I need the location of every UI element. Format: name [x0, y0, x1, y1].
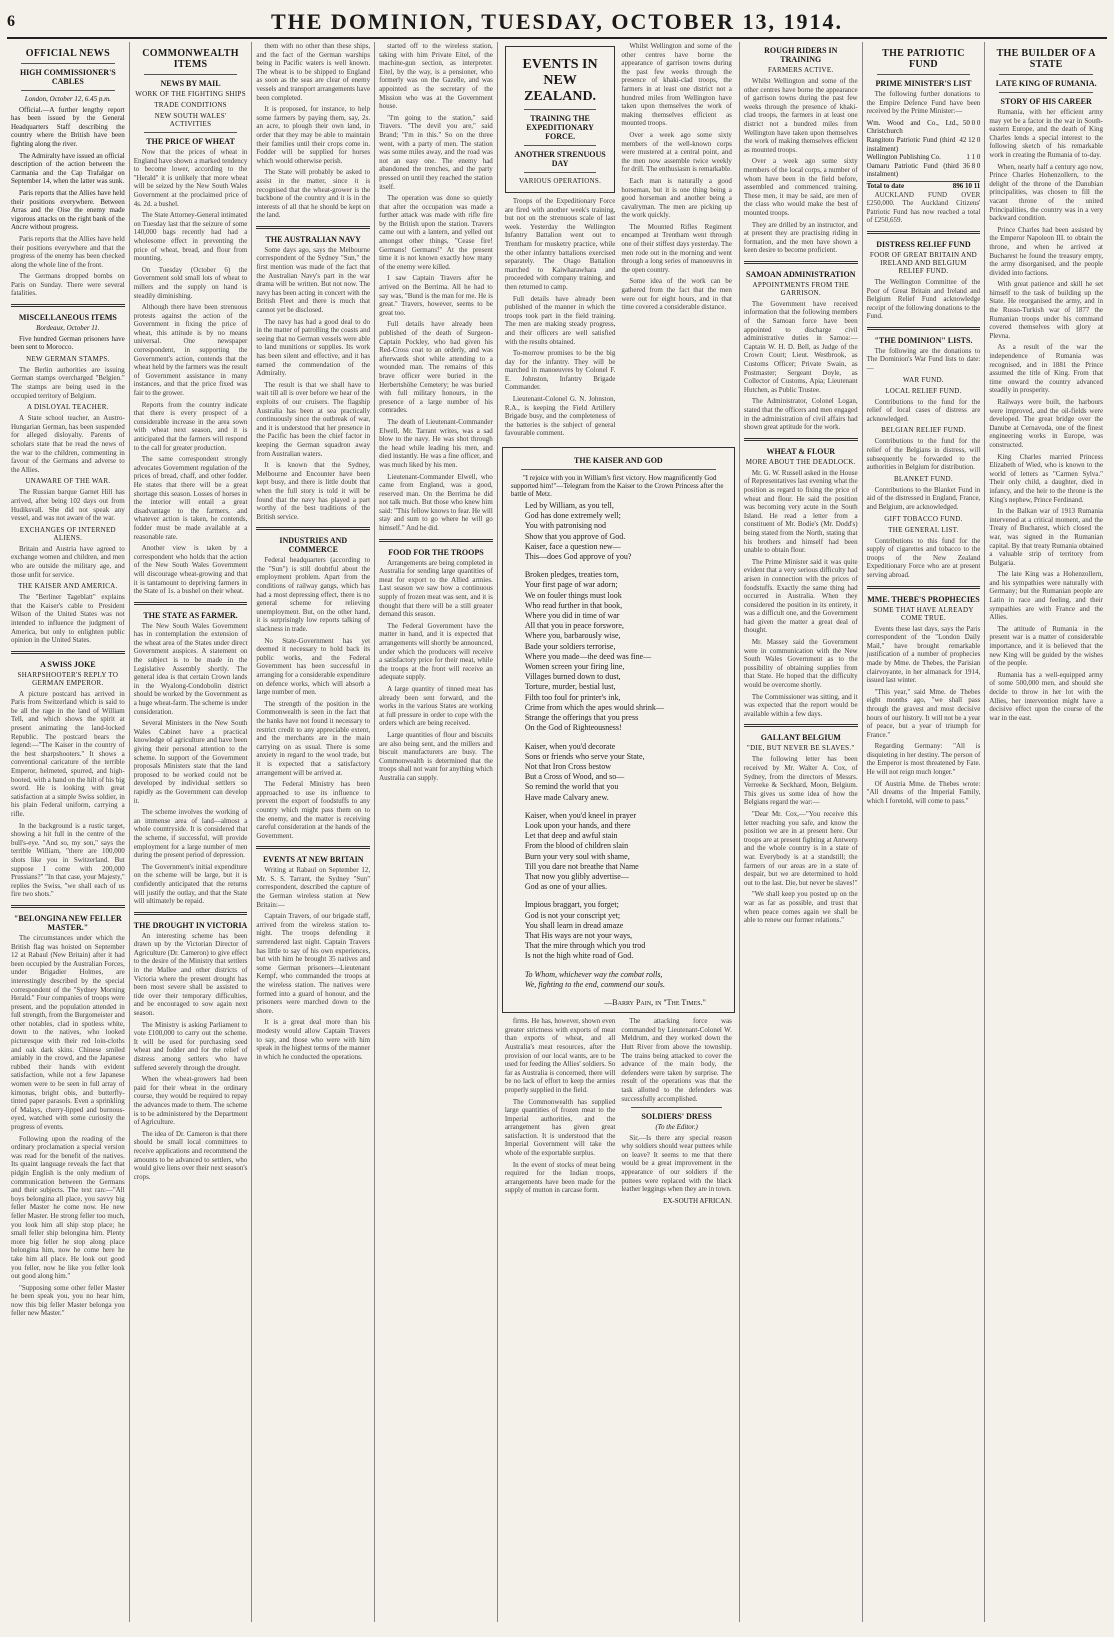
donor-name: Wellington Publishing Co.: [866, 153, 941, 162]
donor-name: Wm. Wood and Co., Ltd., Christchurch: [866, 118, 959, 136]
article-heading: A SWISS JOKE: [40, 659, 96, 669]
stanza: [525, 501, 726, 562]
article-heading: SAMOAN ADMINISTRATION: [746, 269, 856, 279]
subheading: NEW SOUTH WALES' ACTIVITIES: [154, 112, 227, 128]
donor-name: Rangitoto Patriotic Fund (third instalment): [866, 135, 956, 153]
poem-credit: —Barry Pain, in "The Times.": [604, 997, 706, 1007]
poem-line: Have made Calvary anew.: [524, 792, 609, 802]
paragraph: Paris reports that the Allies have held their positions everywhere. Between Arras and the Oise the enemy made vigorous attacks on the right bank of the Ancre without progress.: [11, 188, 125, 232]
article-heading: LATE KING OF RUMANIA.: [995, 79, 1097, 88]
poem-line: Led by William, as you tell,: [524, 501, 614, 511]
signature: EX-SOUTH AFRICAN.: [663, 1196, 732, 1205]
section-heading: OFFICIAL NEWS: [25, 48, 110, 59]
article-heading: INDUSTRIES AND COMMERCE: [279, 536, 348, 555]
article-heading: DISTRESS RELIEF FUND: [876, 239, 971, 249]
donation-amount: 42 12 0: [959, 135, 981, 144]
poem-line: That the mire through which you trod: [524, 941, 646, 951]
poem-line: That His ways are not your ways,: [524, 930, 633, 940]
poem-line: Filth too foul for printer's ink,: [524, 692, 621, 702]
poem-intro: "I rejoice with you in William's first victory. How magnificently God supported him!"—Telegram from the Kaiser to the Crown Princess after the battle of Metz.: [510, 474, 724, 499]
poem-line: We, fighting to the end, commend our souls.: [524, 979, 665, 989]
masthead: [7, 7, 1107, 39]
column-official-news: OFFICIAL NEWS HIGH COMMISSIONER'S CABLES London, October 12, 6.45 p.m. Official.—A further lengthy report has been issued by the General Headquarters Staff describing the country where the British have been fighting along the river. The Admiralty have issued an official description of the action between the Carmania and the Cap Trafalgar on September 14, when the latter was sunk. Paris reports that the Allies have held their positions everywhere. Between Arras and the Oise the enemy made vigorous attacks on the right bank of the Ancre without progress. Paris reports that the Allies have held their positions everywhere and that the progress of the enemy has been checked along the whole line of the front. The Germans dropped bombs on Paris on Sunday. There were several fatalities. MISCELLANEOUS ITEMS Bordeaux, October 11. Five hundred German prisoners have been sent to Morocco. NEW GERMAN STAMPS. The Berlin authorities are issuing German stamps overcharged "Belgien." The stamps are being used in the occupied territory of Belgium. A DISLOYAL TEACHER. A State school teacher, an Austro-Hungarian German, has been suspended for alleged disloyalty. Parents of scholars state that he read the news of the war to the children, commenting in favour of the Germans and adverse to the Allies. UNAWARE OF THE WAR. The Russian barque Garnet Hill has arrived, after being 102 days out from Hudiksvall. She did not speak any vessel, and was not aware of the war. EXCHANGES OF INTERNED ALIENS. Britain and Austria have agreed to exchange women and children, and men who are outside the military age, and those unfit for service. THE KAISER AND AMERICA. The "Berliner Tageblatt" explains that the Kaiser's cable to President Wilson of the United States was not intended to influence the judgment of America, but only to enlighten public opinion in the United States. A SWISS JOKE SHARPSHOOTER'S REPLY TO GERMAN EMPEROR. A picture postcard has arrived in Paris from Switzerland which is said to be all the rage in the land of William Tell, and which shows the spirit at present animating the land-locked Republic. The postcard bears the legend:—"The Kaiser in the country of the best sharpshooters." It shows a conventional caricature of the terrible Emperor, helmeted, spurred, and high-booted, with a hand on the hilt of his big sword. He is looking with great satisfaction at a simple Swiss soldier, in his plain Federal uniform, carrying a rifle. In the background is a rustic target, showing a hit full in the centre of the bull's-eye. "And so, my son," says the terrible William, "there are 100,000 shots like you in Switzerland. But suppose I come with 200,000 Prussians?" "In that case, your Majesty," replies the Swiss, "we shall each of us fire two shots." "BELONGINA NEW FELLER MASTER." The circumstances under which the British flag was hoisted on September 12 at Rabaul (New Britain) after it had been occupied by the Australian Forces, under Brigadier Holmes, are interestingly described by the special correspondent of the "Sydney Morning Herald." Four companies of troops were present, and the population attended in full strength, from the Burgomeister and other notables, clad in spotless white, down to the natives, who looked picturesque with their red loin-cloths and oak dark skins. Chinese smiled amiably in the crowd, and the Japanese rubbed their hands with evident satisfaction, while not a few Japanese women were to be seen in full array of kimonas, bright obis, and butterfly-tinted paper parasols. Even a sprinkling of Malays, cherry-lipped and burnous-eyed, watched with some curiosity the progress of events. Following upon the reading of the ordinary proclamation a special version was read for the benefit of the natives. Its quaint language reveals the fact that pidgin English is the only medium of communication between the Germans and their subjects. The text ran:—"All boys belongina all place, you savvy big feller Master he come now. He new feller Master. He strong feller too much, you look him all ship stop place; he small feller ship belongina him. Plenty more big feller he stop along place belongina him, now he come here he take him all place. He look out good you feller, now he like you feller look out good along him." "Supposing some other feller Master he been speak you, you no hear him, now this big feller Master belonga you feller new Master.": [7, 42, 130, 1622]
poem-line: Impious braggart, you forget;: [524, 900, 619, 910]
donation-list: [867, 119, 981, 179]
subheading: THE GENERAL LIST.: [888, 525, 959, 534]
paragraph: Five hundred German prisoners have been sent to Morocco.: [11, 334, 125, 352]
subheading: SOME THAT HAVE ALREADY COME TRUE.: [873, 605, 974, 622]
article-heading: SOLDIERS' DRESS: [641, 1112, 712, 1122]
article-heading: THE AUSTRALIAN NAVY: [265, 234, 361, 244]
poem-line: Women screen your firing line,: [524, 662, 625, 672]
article-heading: MISCELLANEOUS ITEMS: [18, 313, 117, 323]
poem: [511, 501, 726, 1008]
article-heading: NEWS BY MAIL: [160, 79, 221, 88]
donation-amount: 50 0 0: [962, 118, 981, 127]
column-australian-navy: them with no other than these ships, and the fact of the German warships being in Pacific waters is well known. The wheat is to be shipped to England as soon as the seas are clear of enemy vessels and transport arrangements have been completed. It is proposed, for instance, to help some farmers by paying them, say, 2s. an acre, to plough their own land, in order that they may be able to maintain their families until their crops come in. Fodder will be supplied for horses which would otherwise perish. The State will probably be asked to assist in the matter, since it is recognised that the wheat-grower is the backbone of the country and it is in the interests of all that he should be kept on the land. THE AUSTRALIAN NAVY Some days ago, says the Melbourne correspondent of the Sydney "Sun," the first mention was made of the fact that the Australian Navy's part in the war drama will be written. But not now. The navy has been acting in concert with the British Fleet and there is much that cannot yet be disclosed. The navy has had a good deal to do in the matter of patrolling the coasts and seeing that no German vessels were able to land munitions or supplies. Its work has been silent and effective, and it has earned the commendation of the Admiralty. The result is that we shall have to wait till all is over before we hear of the exploits of our cruisers. The flagship Australia has been at sea practically continuously since the outbreak of war, and it is understood that her presence in the Pacific has been the chief factor in keeping the German squadron away from Australian waters. It is known that the Sydney, Melbourne and Encounter have been kept busy, and there is little doubt that when the full story is told it will be found that the navy has played a part worthy of the best traditions of the British service. INDUSTRIES AND COMMERCE Federal headquarters (according to the "Sun") is still doubtful about the employment problem. Apart from the conditions of railway gangs, which has had a most depressing effect, there is no general scheme for relieving unemployment. But, on the other hand, it is surprisingly low reports talking of slackness in trade. No State-Government has yet deemed it necessary to hold back its public works, and the Federal Government has been successful in arranging for a considerable expenditure on defence works, which will absorb a large number of men. The strength of the position in the Commonwealth is seen in the fact that the banks have not found it necessary to restrict credit to any appreciable extent, and the merchants are in the main carrying on as usual. There is some anxiety in regard to the wool trade, but it is expected that a satisfactory arrangement will be arrived at. The Federal Ministry has been approached to use its influence to prevent the export of foodstuffs to any country which might pass them on to the enemy, and the matter is receiving careful consideration at the hands of the Government. EVENTS AT NEW BRITAIN Writing at Rabaul on September 12, Mr. S. S. Tarrant, the Sydney "Sun" correspondent, described the capture of the German wireless station at New Britain:— Captain Travers, of our brigade staff, arrived from the wireless station to-night. The troops defending it surrendered last night. Captain Travers has little to say of his own experiences, but with him he brought 35 natives and some German prisoners—Lieutenant Kempf, who commanded the troops at the wireless station. The natives were formed into a guard of honour, and the prisoners were marched down to the shore. It is a great deal more than his modesty would allow Captain Travers to say, and those who were with him speak in the highest terms of the manner in which he conducted the operations.: [252, 42, 375, 1622]
poem-line: That now you glibly advertise—: [524, 871, 629, 881]
section-heading: THE BUILDER OF A STATE: [996, 48, 1096, 70]
article-heading: ANOTHER STRENUOUS DAY: [514, 150, 606, 168]
newspaper-title: THE DOMINION, TUESDAY, OCTOBER 13, 1914.: [270, 9, 844, 34]
article-heading: "BELONGINA NEW FELLER MASTER.": [13, 913, 122, 932]
article-heading: PRIME MINISTER'S LIST: [875, 79, 972, 88]
poem-line: Where you did in time of war: [524, 611, 620, 621]
poem-line: Kaiser, when you'd kneel in prayer: [524, 810, 637, 820]
column-events-nz-2: Whilst Wellington and some of the other centres have borne the appearance of garrison towns during the past few weeks through the presence of khaki-clad troops, the farmers in at least one district not a hundred miles from Wellington have taken upon themselves the work of making themselves efficient as mounted troops. Over a week ago some sixty members of the well-known corps were mustered at a central point, and the men now assemble twice weekly for drill. The enthusiasm is remarkable. Each man is naturally a good horseman, but it is one thing being a good horseman and another being a cavalryman. The men are picking up the work quickly. The Mounted Rifles Regiment encamped at Trentham went through one of their stiffest days yesterday. The men rode out in the morning and went through a long series of manoeuvres in the open country. Some idea of the work can be gathered from the fact that the men were out for eight hours, and in that time covered a considerable distance.: [621, 42, 732, 312]
poem-line: Villages burned down to dust,: [524, 672, 621, 682]
donation-amount: 36 8 0: [962, 161, 981, 170]
poem-line: On the God of Righteousness!: [524, 723, 622, 733]
poem-line: Is not the high white road of God.: [524, 951, 634, 961]
article-heading: THE DROUGHT IN VICTORIA: [133, 920, 248, 930]
poem-line: God is not your conscript yet;: [524, 910, 621, 920]
main-headline: EVENTS IN NEW ZEALAND.: [522, 57, 598, 104]
donation-row: [867, 162, 981, 179]
subheading: NEW GERMAN STAMPS.: [26, 354, 110, 363]
article-heading: HIGH COMMISSIONER'S CABLES: [19, 68, 116, 86]
subheading: GIFT TOBACCO FUND.: [884, 514, 963, 523]
donor-name: Oamaru Patriotic Fund (third instalment): [866, 161, 959, 179]
subheading: "DIE, BUT NEVER BE SLAVES.": [746, 744, 855, 753]
article-heading: "THE DOMINION" LISTS.: [874, 335, 973, 345]
poem-line: Till you dare not breathe that Name: [524, 861, 639, 871]
column-commonwealth: COMMONWEALTH ITEMS NEWS BY MAIL WORK OF THE FIGHTING SHIPS TRADE CONDITIONS NEW SOUTH WALES' ACTIVITIES THE PRICE OF WHEAT Now that the prices of wheat in England have shown a marked tendency to become lower, according to the "Herald" it is unlikely that more wheat will be seized by the New South Wales Government at the proclaimed price of 4s. 2d. a bushel. The State Attorney-General intimated on Tuesday last that the seizure of some 140,000 bags recently had had a wholesome effect in preventing the price of wheat, bread, and flour from mounting. On Tuesday (October 6) the Government sold small lots of wheat to millers and the supply on hand is steadily diminishing. Although there have been strenuous protests against the action of the Government in fixing the price of wheat, this attitude is by no means universal. One newspaper correspondent, in supporting the Government's action, contends that the wheat held by the farmers was the result of Government assistance in many instances, and that the price fixed was fair to the grower. Reports from the country indicate that there is every prospect of a considerable increase in the area sown with wheat next season, and it is anticipated that the farmers will respond to the call for greater production. The same correspondent strongly advocates Government regulation of the prices of bread, chaff, and other fodder. He states that there will be a great shortage this season. Losses of horses in the interior will entail a great disadvantage to the farmers, and whatever action is taken, he contends, fodder must be made available at a reasonable rate. Another view is taken by a correspondent who holds that the action of the New South Wales Government will discourage wheat-growing and that it is tantamount to depriving farmers in the State of 1s. a bushel on their wheat. THE STATE AS FARMER. The New South Wales Government has in contemplation the extension of the wheat area of the States under direct Government auspices. A statement on the subject is to be made in the Legislative Assembly shortly. The general idea is that certain Crown lands in the Wyalong-Condobolin district should be worked by the Government as a huge wheat-farm. The scheme is under consideration. Several Ministers in the New South Wales Cabinet have a practical knowledge of agriculture and have been giving their personal attention to the scheme. In support of the Government proposals Ministers state that the land proposed to be worked could not be developed by individual settlers so rapidly as the Government can develop it. The scheme involves the working of an immense area of land—almost a whole countryside. It is considered that the scheme, if successful, will provide employment for a large number of men during the present period of depression. The Government's initial expenditure on the scheme will be large, but it is confidently anticipated that the returns will justify the outlay, and that the State will ultimately be repaid. THE DROUGHT IN VICTORIA An interesting scheme has been drawn up by the Victorian Director of Agriculture (Dr. Cameron) to give effect to the desire of the Ministry that settlers in the Mallee and other districts of Victoria where the present drought has been most severe shall be assisted to tide over their temporary difficulties, and be encouraged to sow again next season. The Ministry is asking Parliament to vote £100,000 to carry out the scheme. It will be used for purchasing seed wheat and fodder and for the relief of distress among settlers who have suffered severely through the drought. When the wheat-growers had been paid for their wheat in the ordinary course, they would be required to repay the advances made to them. The scheme is to be administered by the Department of Agriculture. The idea of Dr. Cameron is that there should be small local committees to receive applications and recommend the amounts to be advanced to settlers, who would give liens over their next season's crops.: [130, 42, 253, 1622]
poem-line: God has done extremely well;: [524, 511, 621, 521]
poem-line: Not that Iron Cross bestow: [524, 761, 612, 771]
poem-line: We on fouler things must look: [524, 590, 622, 600]
subheading: LOCAL RELIEF FUND.: [885, 386, 962, 395]
subheading: WAR FUND.: [903, 375, 944, 384]
column-food-for-troops: started off to the wireless station, taking with him Private Eitel, of the machine-gun section, as interpreter. Eitel, by the way, is a pensioner, who formerly was on the Gazelle, and was appointed as the secretary of the Mission who was at the Government house. "I'm going to the station," said Travers. "The devil you are," said Brand; "I'm in this." So on the three went, with a party of men. The station was some miles away, and the road was not an easy one. The enemy had abandoned the trenches, and the party pressed on until they reached the station itself. The operation was done so quietly that after the occupation was made a further attack was made with rifle fire by the British upon the station. Travers came out with a lantern, and yelled out amongst other things, "Cease fire! Germans! Germans!" At the present time it is not known exactly how many of the enemy were killed. I saw Captain Travers after he arrived on the Berrima. All he had to say was, "Bund is the man for me. He is great." Travers, however, seems to be great too. Full details have already been published of the death of Surgeon-Captain Pockley, who had given his Red-Cross coat to an orderly, and was afterwards shot while attending to a wounded man. The remains of this brave officer were buried in the Herbertshöhe Cemetery; he was buried with full military honours, in the presence of a large number of his comrades. The death of Lieutenant-Commander Elwell, Mr. Tarrant writes, was a sad blow to the navy. He was shot through the head while leading his men, and died instantly. He was a fine officer, and was much liked by his men. Lieutenant-Commander Elwell, who came from England, was a good, reserved man. On the Berrima he did not talk much. But those who knew him said: "This fellow knows to fear. He will stay and sum to go where he will go himself." And he did. FOOD FOR THE TROOPS Arrangements are being completed in Australia for sending large quantities of meat for export to the Allied armies. Last season we saw how a continuous supply of frozen meat was sent, and it is thought that there will be a still greater demand this season. The Federal Government have the matter in hand, and it is expected that arrangements will shortly be announced, under which the producers will receive a satisfactory price for their meat, while the troops at the front will receive an adequate supply. A large quantity of tinned meat has already been sent forward, and the works in the various States are working at full pressure in order to cope with the orders which are being received. Large quantities of flour and biscuits are also being sent, and the millers and biscuit manufacturers are busy. The Commonwealth is determined that the troops shall not want for anything which Australia can supply.: [375, 42, 498, 1622]
poem-line: Where you made—the deed was fine—: [524, 651, 652, 661]
poem-line: You shall learn in dread amaze: [524, 920, 624, 930]
page-number: 6: [7, 13, 15, 30]
subheading: FARMERS ACTIVE.: [768, 66, 834, 74]
subheading: UNAWARE OF THE WAR.: [25, 477, 111, 486]
poem-line: Strange the offerings that you press: [524, 713, 639, 723]
poem-line: Let that deep and awful stain: [524, 831, 618, 841]
subheading: EXCHANGES OF INTERNED ALIENS.: [19, 525, 116, 542]
poem-line: Kaiser, face a question new—: [524, 541, 621, 551]
paragraph: Official.—A further lengthy report has been issued by the General Headquarters Staff describing the country where the British have been fighting along the river.: [11, 105, 125, 148]
newspaper-page: [7, 7, 1107, 1623]
donation-amount: 1 1 0: [966, 153, 981, 162]
column-lower-left: firms. He has, however, shown even greater strictness with exports of meat than exports of wheat, and all Australia's meat resources, after the provision of our local wants, are to be used for feeding the Allies' soldiers. So far as Australia is concerned, there will be no lack of effort to keep the armies properly supplied in the field. The Commonwealth has supplied large quantities of frozen meat to the Imperial authorities, and the arrangement has given great satisfaction. It is understood that the Imperial Government will take the whole of the exportable surplus. In the event of stocks of meat being required for the Indian troops, arrangements have been made for the supply of mutton in carcase form.: [504, 1017, 616, 1195]
poem-box: [502, 447, 735, 1013]
poem-line: Who read further in that book,: [524, 600, 623, 610]
poem-line: Bade your soldiers terrorise,: [524, 641, 616, 651]
stanza: [525, 811, 726, 893]
article-heading: THE PRICE OF WHEAT: [146, 137, 235, 146]
article-heading: TRAINING THE EXPEDITIONARY FORCE.: [526, 114, 594, 141]
subheading: BELGIAN RELIEF FUND.: [881, 426, 966, 435]
column-events-nz: EVENTS IN NEW ZEALAND. TRAINING THE EXPEDITIONARY FORCE. ANOTHER STRENUOUS DAY VARIOUS OPERATIONS. Troops of the Expeditionary Force are fired with another week's training, but not on the strenuous scale of last week. Yesterday the Wellington Infantry Battalion went out to Trentham for musketry practice, while the other infantry battalions exercised separately. The Otago Battalion marched to Kaiwharawhara and proceeded with company training, and then returned to camp. Full details have already been published of the manner in which the troops took part in the field training. The men are making steady progress, and their officers are well satisfied with the results obtained. To-morrow promises to be the big day for the infantry. They will be marched in manoeuvres by Colonel F. E. Johnston, Infantry Brigade Commander. Lieutenant-Colonel G. N. Johnston, R.A., is keeping the Field Artillery Brigade busy, and the completeness of the batteries is the subject of general favourable comment.: [502, 42, 619, 441]
subheading: THE KAISER AND AMERICA.: [18, 582, 118, 591]
poem-line: Burn your very soul with shame,: [524, 851, 630, 861]
poem-line: Kaiser, when you'd decorate: [524, 741, 616, 751]
poem-title: THE KAISER AND GOD: [574, 456, 663, 466]
poem-line: So remind the world that you: [524, 782, 619, 792]
poem-line: Your first page of war adorn;: [524, 580, 618, 590]
subheading: MORE ABOUT THE DEADLOCK.: [745, 457, 856, 466]
section-heading: THE PATRIOTIC FUND: [882, 48, 965, 70]
subheading: TRADE CONDITIONS: [154, 101, 227, 109]
poem-line: You with patronising nod: [524, 521, 607, 531]
subheading: BLANKET FUND.: [893, 474, 953, 483]
dateline: (To the Editor.): [655, 1123, 698, 1132]
poem-line: Crime from which the apes would shrink—: [524, 702, 664, 712]
column-patriotic-fund: THE PATRIOTIC FUND PRIME MINISTER'S LIST The following further donations to the Empire Defence Fund have been received by the Prime Minister:— Wm. Wood and Co., Ltd., Christchurch 50 0 0 Rangitoto Patriotic Fund (third instalment) 42 12 0 Wellington Publishing Co. 1 1 0 Oamaru Patriotic Fund (third instalment) 36 8 0 Total to date 896 10 11 AUCKLAND FUND OVER £250,000. The Auckland Citizens' Patriotic Fund has now reached a total of £250,659. DISTRESS RELIEF FUND FOOR OF GREAT BRITAIN AND IRELAND AND BELGIUM RELIEF FUND. The Wellington Committee of the Poor of Great Britain and Ireland and Belgium Relief Fund acknowledge receipt of the following donations to the Fund. "THE DOMINION" LISTS. The following are the donations to The Dominion's War Fund lists to date:— WAR FUND. LOCAL RELIEF FUND. Contributions to the fund for the relief of local cases of distress are acknowledged. BELGIAN RELIEF FUND. Contributions to the fund for the relief of the Belgians in distress, will subsequently be forwarded to the authorities in Belgium for distribution. BLANKET FUND. Contributions to the Blanket Fund in aid of the distressed in England, France, and Belgium, are acknowledged. GIFT TOBACCO FUND. THE GENERAL LIST. Contributions to this fund for the supply of cigarettes and tobacco to the troops of the New Zealand Expeditionary Force who are at present serving abroad. MME. THEBE'S PROPHECIES SOME THAT HAVE ALREADY COME TRUE. Events these last days, says the Paris correspondent of the "London Daily Mail," have brought remarkable justification of a number of prophecies made by Mme. de Thebes, the Parisian clairvoyante, in her almanack for 1914, issued last winter. "This year," said Mme. de Thebes eight months ago, "we shall pass through the gravest and most decisive hours of our history. It will not be a year of peace, but a year of triumph for France." Regarding Germany: "All is disquieting in her destiny. The person of the Emperor is most threatened by Fate. He will not reign much longer." Of Austria Mme. de Thebes wrote: "All dreams of the Imperial Family, which I foretold, will come to pass.": [863, 42, 986, 1622]
article-heading: FOOD FOR THE TROOPS: [388, 547, 484, 557]
poem-line: Look upon your hands, and there: [524, 820, 631, 830]
stanza: [525, 570, 726, 733]
subheading: VARIOUS OPERATIONS.: [518, 177, 602, 185]
paragraph: The Admiralty have issued an official description of the action between the Carmania and the Cap Trafalgar on September 14, when the latter was sunk.: [11, 151, 125, 186]
subheading: A DISLOYAL TEACHER.: [26, 403, 109, 412]
column-rough-riders: ROUGH RIDERS IN TRAINING FARMERS ACTIVE. Whilst Wellington and some of the other centres have borne the appearance of garrison towns during the past few weeks through the presence of khaki-clad troops, the farmers in at least one district not a hundred miles from Wellington have taken upon themselves the work of making themselves efficient as mounted troops. Over a week ago some sixty members of the local corps, a number of whom have been in the field before, assembled and commenced training. These men, it may be said, are men of the class who would make the best of mounted troops. They are drilled by an instructor, and at present they are practising riding in formation, and the men have shown a keen desire to become proficient. SAMOAN ADMINISTRATION APPOINTMENTS FROM THE GARRISON. The Government have received information that the following members of the Samoan force have been appointed to discharge civil administrative duties in Samoa:—Captain W. H. D. Bell, as Judge of the Crown Court; Lieut. Westbrook, as Customs Officer; Private Swain, as Postmaster; Sergeant Doyle, as Collector of Customs, Apia; Lieutenant Hutchen, as Public Trustee. The Administrator, Colonel Logan, stated that the officers and men engaged in the administration of civil affairs had shown great aptitude for the work. WHEAT & FLOUR MORE ABOUT THE DEADLOCK. Mr. G. W. Russell asked in the House of Representatives last evening what the position as regard to fixing the price of wheat and flour. He said the position was becoming very acute in the South Island. He read a letter from a constituent of Mr. Bodie's (Mr. Dodd's) being stated from the North, stating that his brothers and himself had been unable to obtain flour. The Prime Minister said it was quite evident that a very serious difficulty had arisen in connection with the prices of foodstuffs. Exactly the same thing had occurred in Australia. When they considered the position in its entirety, it was a difficult one, and the Government had given the matter a great deal of thought. Mr. Massey said the Government were in communication with the New South Wales Government as to the possibility of obtaining supplies from that State. He hoped that the difficulty would be overcome shortly. The Commissioner was sitting, and it was expected that the report would be available within a few days. GALLANT BELGIUM "DIE, BUT NEVER BE SLAVES." The following letter has been received by Mr. Walter A. Cox, of Sydney, from the directors of Messrs. Verreeke & Seckhard, Moon, Belgium. This gives us some idea of how the Belgians regard the war:— "Dear Mr. Cox,—"You receive this letter reaching you safe, and know the position we are in at present here. Our troops are at present fighting at Antwerp and the whole country is in a state of war. Everybody is at a standstill; the farmers of our areas are in a state of despair, but we are determined to hold out to the last. Die, but never be slaves!" "We shall keep you posted up on the war as far as possible, and trust that when peace comes again we shall be able to renew our former relations.": [740, 42, 863, 1622]
poem-line: But a Cross of Wood, and so—: [524, 772, 625, 782]
subheading: APPOINTMENTS FROM THE GARRISON.: [752, 280, 849, 297]
subheading: SHARPSHOOTER'S REPLY TO GERMAN EMPEROR.: [17, 670, 119, 687]
subheading: FOOR OF GREAT BRITAIN AND IRELAND AND BELGIUM RELIEF FUND.: [869, 250, 978, 275]
dateline: London, October 12, 6.45 p.m.: [24, 95, 111, 103]
poem-line: God as one of your allies.: [524, 882, 608, 892]
center-section: [498, 42, 740, 1622]
total-row: Total to date 896 10 11: [866, 181, 981, 190]
poem-line: Where you, barbarously wise,: [524, 631, 621, 641]
article-heading: WHEAT & FLOUR: [766, 446, 836, 456]
article-heading: MME. THEBE'S PROPHECIES: [867, 594, 980, 604]
poem-line: To Whom, whichever way the combat rolls,: [524, 969, 663, 979]
subheading: WORK OF THE FIGHTING SHIPS: [135, 90, 246, 98]
donation-row: [867, 119, 981, 136]
article-heading: GALLANT BELGIUM: [760, 733, 841, 743]
poem-line: Show that you approve of God.: [524, 531, 626, 541]
poem-line: Torture, murder, bestial lust,: [524, 682, 616, 692]
poem-line: From the blood of children slain: [524, 841, 629, 851]
article-heading: EVENTS AT NEW BRITAIN: [262, 855, 364, 865]
dateline: Bordeaux, October 11.: [36, 324, 100, 333]
column-lower-right: The attacking force was commanded by Lieutenant-Colonel W. Meldrum, and they worked down the Hutt River from above the township. The trains being attacked to cover the advance of the main body, the defenders were taken by surprise. The result of the operations was that the task allotted to the defenders was successfully accomplished. SOLDIERS' DRESS (To the Editor.) Sir,—Is there any special reason why soldiers should wear puttees while on leave? It seems to me that there would be a great improvement in the appearance of our soldiers if the puttees were replaced with the black leather leggings when they are in town. EX-SOUTH AFRICAN.: [621, 1017, 732, 1205]
stanza: [525, 900, 726, 961]
article-heading: THE STATE AS FARMER.: [143, 610, 238, 620]
poem-line: Broken pledges, treaties torn,: [524, 570, 619, 580]
article-heading: ROUGH RIDERS IN TRAINING: [764, 46, 838, 64]
stanza: [525, 970, 726, 990]
donation-row: [867, 136, 981, 153]
poem-line: Sons or friends who serve your State,: [524, 751, 645, 761]
article-heading: STORY OF HIS CAREER: [1000, 97, 1092, 106]
stanza: [525, 742, 726, 803]
poem-line: All that you in peace forswore,: [524, 621, 624, 631]
poem-line: This—does God approve of you?: [524, 552, 632, 562]
section-heading: COMMONWEALTH ITEMS: [142, 48, 239, 70]
column-builder-of-state: THE BUILDER OF A STATE LATE KING OF RUMANIA. STORY OF HIS CAREER Rumania, with her efficient army may yet be a factor in the war in South-eastern Europe, and the death of King Charles lends a special interest to the following sketch of his remarkable work in creating the Rumania of to-day. When, nearly half a century ago now, Prince Charles Hohenzollern, to the delight of the throne of the Danubian principalities, was chosen to fill the vacant throne of the united Principalities, the country was in a very backward condition. Prince Charles had been assisted by the Emperor Napoleon III. to obtain the throne, and when he arrived at Bucharest he found the treasury empty, the army disorganised, and the people divided into factions. With great patience and skill he set himself to the task of building up the State. He reorganised the army, and in the Russo-Turkish war of 1877 the Rumanian troops under his command covered themselves with glory at Plevna. As a result of the war the independence of Rumania was recognised, and in 1881 the Prince assumed the title of King. From that time onward the country advanced steadily in prosperity. Railways were built, the harbours were improved, and the oil-fields were developed. The great bridge over the Danube at Cernavoda, one of the finest engineering works in Europe, was constructed. King Charles married Princess Elizabeth of Wied, who is known to the world of letters as "Carmen Sylva." Their only child, a daughter, died in infancy, and the heir to the throne is the King's nephew, Prince Ferdinand. In the Balkan war of 1913 Rumania intervened at a critical moment, and the Treaty of Bucharest, which closed the war, was signed in the Rumanian capital. By that treaty Rumania obtained a valuable strip of territory from Bulgaria. The late King was a Hohenzollern, and his sympathies were naturally with Germany; but the Rumanian people are Latin in race and feeling, and their sympathies are with France and the Allies. The attitude of Rumania in the present war is a matter of considerable importance, and it is believed that the new King will be guided by the wishes of the people. Rumania has a well-equipped army of some 500,000 men, and should she decide to throw in her lot with the Allies, her intervention might have a decisive effect upon the course of the war in the east.: [989, 48, 1104, 722]
donation-row: [867, 153, 981, 162]
